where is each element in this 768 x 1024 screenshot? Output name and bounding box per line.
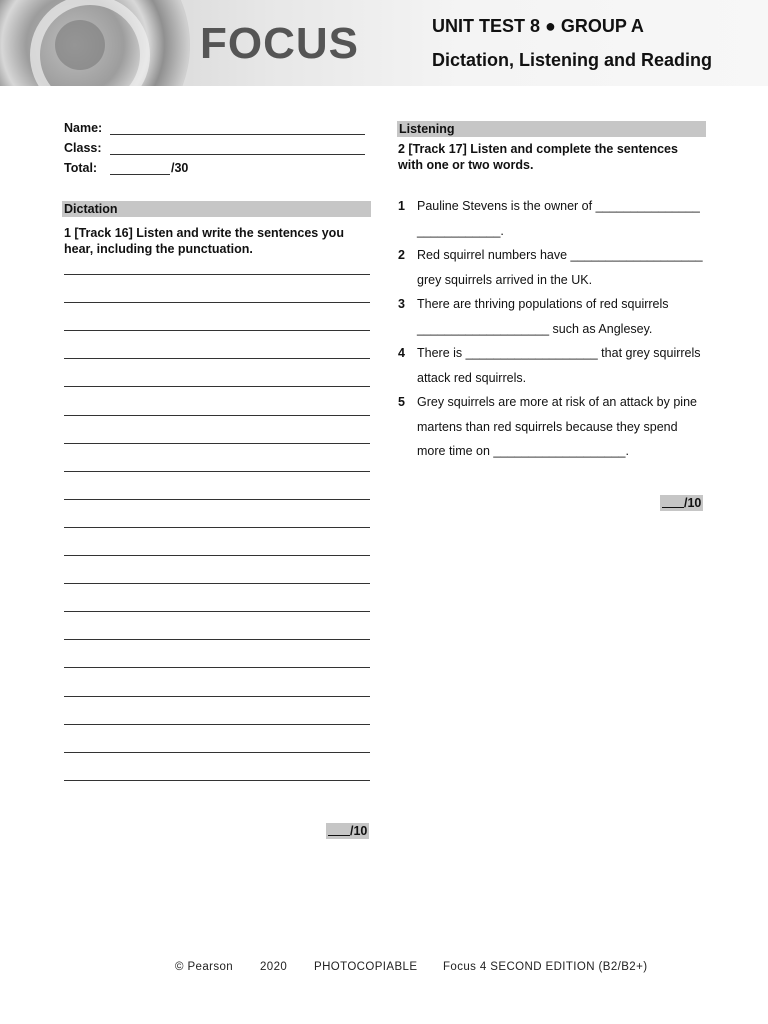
unit-test-title: UNIT TEST 8 ● GROUP A bbox=[432, 16, 644, 36]
question-number: 4 bbox=[398, 346, 405, 360]
question-text[interactable]: Pauline Stevens is the owner of _______________ ____________. bbox=[417, 199, 700, 238]
footer-copyright: © Pearson bbox=[175, 961, 234, 973]
class-label: Class: bbox=[64, 141, 102, 155]
dictation-instruction: 1 [Track 16] Listen and write the sentences you hear, including the punctuation. bbox=[64, 226, 344, 256]
question-text[interactable]: Red squirrel numbers have ___________________ grey squirrels arrived in the UK. bbox=[417, 248, 703, 287]
listening-instruction: 2 [Track 17] Listen and complete the sentences with one or two words. bbox=[398, 142, 678, 172]
question-number: 2 bbox=[398, 248, 405, 262]
footer-edition: Focus 4 SECOND EDITION (B2/B2+) bbox=[443, 961, 648, 973]
listening-score bbox=[660, 495, 703, 511]
question-number: 1 bbox=[398, 199, 405, 213]
dictation-score-blank[interactable] bbox=[328, 823, 350, 836]
dictation-write-line[interactable] bbox=[64, 330, 370, 331]
listening-heading: Listening bbox=[397, 121, 706, 137]
unit-test-subtitle: Dictation, Listening and Reading bbox=[432, 50, 713, 70]
dictation-write-line[interactable] bbox=[64, 386, 370, 387]
swirl-graphic-icon bbox=[0, 0, 200, 86]
listening-score-max: /10 bbox=[684, 496, 702, 510]
dictation-write-line[interactable] bbox=[64, 555, 370, 556]
dictation-write-line[interactable] bbox=[64, 611, 370, 612]
page-header bbox=[0, 0, 768, 86]
dictation-write-line[interactable] bbox=[64, 583, 370, 584]
question-1 bbox=[398, 194, 708, 244]
total-max: /30 bbox=[171, 161, 189, 175]
focus-logo: FOCUS bbox=[200, 19, 359, 68]
total-label: Total: bbox=[64, 161, 98, 175]
question-4 bbox=[398, 341, 708, 391]
question-5 bbox=[398, 390, 708, 465]
question-3 bbox=[398, 292, 708, 342]
question-text[interactable]: Grey squirrels are more at risk of an attack by pine martens than red squirrels because they spend more time on ___________________. bbox=[417, 395, 697, 458]
dictation-write-line[interactable] bbox=[64, 499, 370, 500]
footer-photocopiable: PHOTOCOPIABLE bbox=[314, 961, 418, 973]
dictation-write-line[interactable] bbox=[64, 667, 370, 668]
question-text[interactable]: There are thriving populations of red squirrels ___________________ such as Anglesey. bbox=[417, 297, 669, 336]
dictation-write-line[interactable] bbox=[64, 780, 370, 781]
total-row bbox=[64, 161, 224, 177]
dictation-write-line[interactable] bbox=[64, 752, 370, 753]
dictation-write-line[interactable] bbox=[64, 302, 370, 303]
dictation-write-line[interactable] bbox=[64, 724, 370, 725]
question-text[interactable]: There is ___________________ that grey squirrels attack red squirrels. bbox=[417, 346, 701, 385]
dictation-write-line[interactable] bbox=[64, 443, 370, 444]
name-label: Name: bbox=[64, 121, 103, 135]
dictation-write-line[interactable] bbox=[64, 527, 370, 528]
dictation-score-max: /10 bbox=[350, 824, 368, 838]
dictation-write-line[interactable] bbox=[64, 415, 370, 416]
total-field[interactable] bbox=[110, 174, 170, 175]
name-field[interactable] bbox=[110, 134, 365, 135]
question-2 bbox=[398, 243, 708, 293]
dictation-write-line[interactable] bbox=[64, 696, 370, 697]
dictation-write-line[interactable] bbox=[64, 639, 370, 640]
question-number: 3 bbox=[398, 297, 405, 311]
question-number: 5 bbox=[398, 395, 405, 409]
dictation-write-line[interactable] bbox=[64, 358, 370, 359]
class-field[interactable] bbox=[110, 154, 365, 155]
dictation-write-line[interactable] bbox=[64, 471, 370, 472]
listening-score-blank[interactable] bbox=[662, 495, 684, 508]
dictation-heading: Dictation bbox=[62, 201, 371, 217]
footer-year: 2020 bbox=[260, 961, 288, 973]
dictation-score bbox=[326, 823, 369, 839]
dictation-write-line[interactable] bbox=[64, 274, 370, 275]
